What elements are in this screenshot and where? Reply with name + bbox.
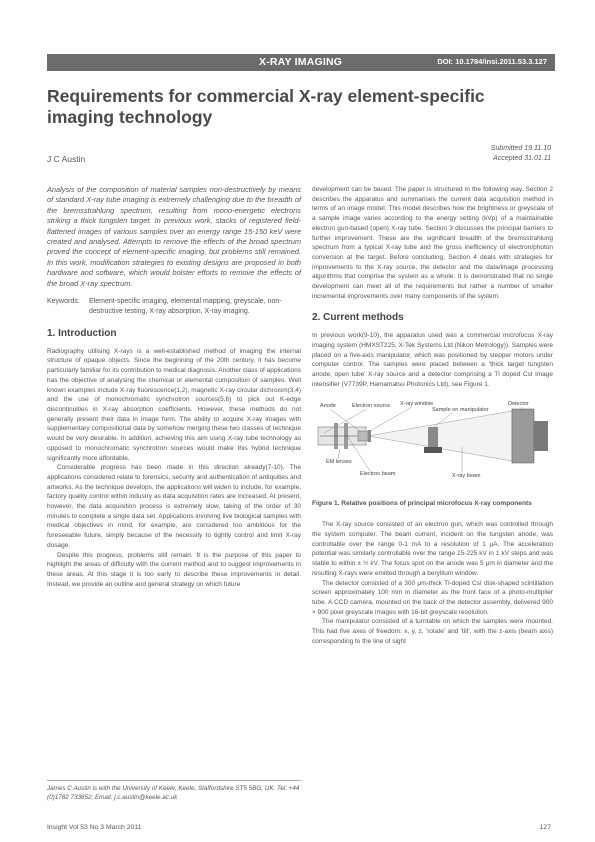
anode-shape bbox=[358, 431, 368, 441]
label-detector: Detector bbox=[508, 401, 529, 408]
methods-paragraph-4: The manipulator consisted of a turntable on which the samples were mounted. This had five axes of freedom: x, y, z, 'rotate' and 'tilt', with the z-axis (beam axis) corresponding to the line of sight bbox=[312, 618, 553, 645]
submitted-date: Submitted 19.11.10 bbox=[490, 145, 551, 152]
manipulator-shape bbox=[424, 447, 442, 453]
methods-paragraph-2: The X-ray source consisted of an electron gun, which was controlled through the system computer. The beam current, incident on the tungsten anode, was controllable over the range 0-1 mA to a resolution of 1 μA. The acceleration potential was similarly controllable over the range 15-225 kV in 1 kV steps and was stable to within ± ½ kV. The focus spot on the anode was 5 μm in diameter and the resulting X-rays were emitted through a beryllium window. bbox=[312, 521, 553, 577]
right-paragraph-1: development can be based. The paper is structured in the following way. Section 2 describes the apparatus and summarises the current data acquisition method in terms of an image model. This model describes how the brightness or greyscale of a sample image varies according to the energy setting (kVp) of a maintainable electron gun-based (open) X-ray tube. Section 3 discusses the principal barriers to further improvement. These are the significant breadth of the bremsstrahlung spectrum from a typical X-ray tube and the gross inefficiency of electron/photon conversion at the target. Before concluding, Section 4 deals with strategies for improvements to the X-ray source, the detector and the data/image processing algorithms that comprise the system as a whole. It is demonstrated that no single development can meet all of the requirements but rather a number of smaller incremental improvements over many components of the system. bbox=[312, 186, 553, 300]
section-banner bbox=[47, 54, 555, 71]
methods-paragraph-1: In previous work(9-10), the apparatus used was a commercial microfocus X-ray imaging system (HMXST225, X-Tek Systems Ltd (Nikon Metrology)). Samples were placed on a five-axis manipulator, which was positioned by stepper motors under computer control. The samples were placed between a 'thick target tungsten anode, open tube' X-ray source and a detector comprising a Tl doped CsI image intensifier (V7739P, Hamamatsu Photonics Ltd), see Figure 1. bbox=[312, 332, 553, 388]
label-electron-source: Electron source bbox=[352, 403, 391, 410]
accepted-date: Accepted 31.01.11 bbox=[493, 155, 551, 162]
label-em-lenses: EM lenses bbox=[326, 459, 352, 466]
article-title: Requirements for commercial X-ray element-specific imaging technology bbox=[47, 86, 485, 127]
author-name: J C Austin bbox=[47, 154, 86, 164]
left-column bbox=[47, 185, 301, 589]
sample-shape bbox=[428, 427, 438, 447]
camera-shape bbox=[534, 421, 548, 451]
label-anode: Anode bbox=[320, 403, 336, 410]
intro-paragraph-3: Despite this progress, problems still remain. It is the purpose of this paper to highlight the areas of difficulty with the current method and to suggest improvements in these areas. At this stage it is too early to describe these improvements in detail. Instead, we provide an outline and general strategy on which future bbox=[47, 551, 301, 588]
methods-heading: 2. Current methods bbox=[312, 312, 404, 324]
label-electron-beam: Electron beam bbox=[360, 471, 396, 478]
xray-beam-cone bbox=[368, 411, 512, 461]
right-column bbox=[312, 185, 553, 647]
figure-1 bbox=[312, 397, 553, 483]
section-label: X-RAY IMAGING bbox=[259, 56, 343, 68]
keywords bbox=[47, 297, 301, 317]
journal-footer: Insight Vol 53 No 3 March 2011 bbox=[47, 824, 142, 831]
xray-window-shape bbox=[368, 430, 371, 442]
abstract: Analysis of the composition of material samples non-destructively by means of standard X-ray tube imaging is extremely challenging due to the breadth of the bremsstrahlung spectrum, resulting from mono-energetic electrons striking a thick tungsten target. In previous work, stacks of registered field-flattened images of various samples over an energy range 15-150 keV were created and analysed. Attempts to remove the effects of the broad spectrum proved the concept of element-specific imaging, but problems still remained. In this work, modification strategies to existing designs are proposed in both hardware and software, which would bolster efforts to remove the effects of the broad X-ray spectrum. bbox=[47, 185, 301, 288]
methods-paragraph-3: The detector consisted of a 300 μm-thick Tl-doped CsI disk-shaped scintillation screen approximately 100 mm in diameter as the front face of a photo-multiplier tube. A CCD camera, mounted on the back of the detector assembly, delivered 900 × 900 pixel greyscale images with 16-bit greyscale resolution. bbox=[312, 579, 553, 616]
page-number: 127 bbox=[539, 824, 551, 831]
detector-shape bbox=[512, 409, 534, 463]
label-xray-window: X-ray window bbox=[400, 401, 434, 408]
doi-label: DOI: 10.1784/insi.2011.53.3.127 bbox=[437, 57, 547, 66]
keywords-label: Keywords: bbox=[47, 298, 80, 306]
intro-paragraph-1: Radiography utilising X-rays is a well-established method of imaging the internal structure of opaque objects. Since the beginning of the 20th century, it has become particularly familiar for its contribution to medical diagnosis. Another class of applications has the objective of analysing the chemical or elemental composition of samples. Well known examples include X-ray fluorescence(1,2), magnetic X-ray circular dichroism(3,4) and the use of monochromatic synchrotron sources(5,6) to pick out K-edge discontinuities in X-ray absorption coefficients. However, these methods do not generally present their data in image form. The ability to acquire X-ray images with supplementary compositional data by somehow merging these two classes of technique would be very desirable. In addition, achieving this aim using X-ray tube technology as opposed to monochromatic synchrotron sources would make this hybrid technique significantly more affordable. bbox=[47, 347, 301, 462]
figure-1-caption: Figure 1. Relative positions of principal microfocus X-ray components bbox=[312, 500, 532, 508]
author-footnote: James C Austin is with the University of Keele, Keele, Staffordshire ST5 5BG, UK. Tel: +44 (0)1782 733652; Email: j.c.austin@keele.ac.uk bbox=[47, 780, 301, 802]
intro-paragraph-2: Considerable progress has been made in this direction already(7-10). The applications considered relate to forensics, security and authentication of antiquities and artworks. As the technique develops, the applications will widen to include, for example, factory quality control within industry as data acquisition rates are increased. At present, however, the data acquisition process is extremely slow, taking of the order of 30 minutes to complete a single data set. Applications involving live biological samples with medical objectives in mind, for example, are considered too ambitious for the foreseeable future, simply because of the necessity to tightly control and limit X-ray dosage. bbox=[47, 464, 301, 549]
label-sample: Sample on manipulator bbox=[432, 407, 489, 414]
figure-1-diagram bbox=[312, 397, 553, 483]
keywords-value: Element-specific imaging, elemental mapping, greyscale, non-destructive testing, X-ray absorption, X-ray imaging. bbox=[89, 298, 282, 316]
intro-heading: 1. Introduction bbox=[47, 328, 117, 340]
submission-dates bbox=[491, 144, 551, 164]
label-xray-beam: X-ray beam bbox=[452, 473, 481, 480]
